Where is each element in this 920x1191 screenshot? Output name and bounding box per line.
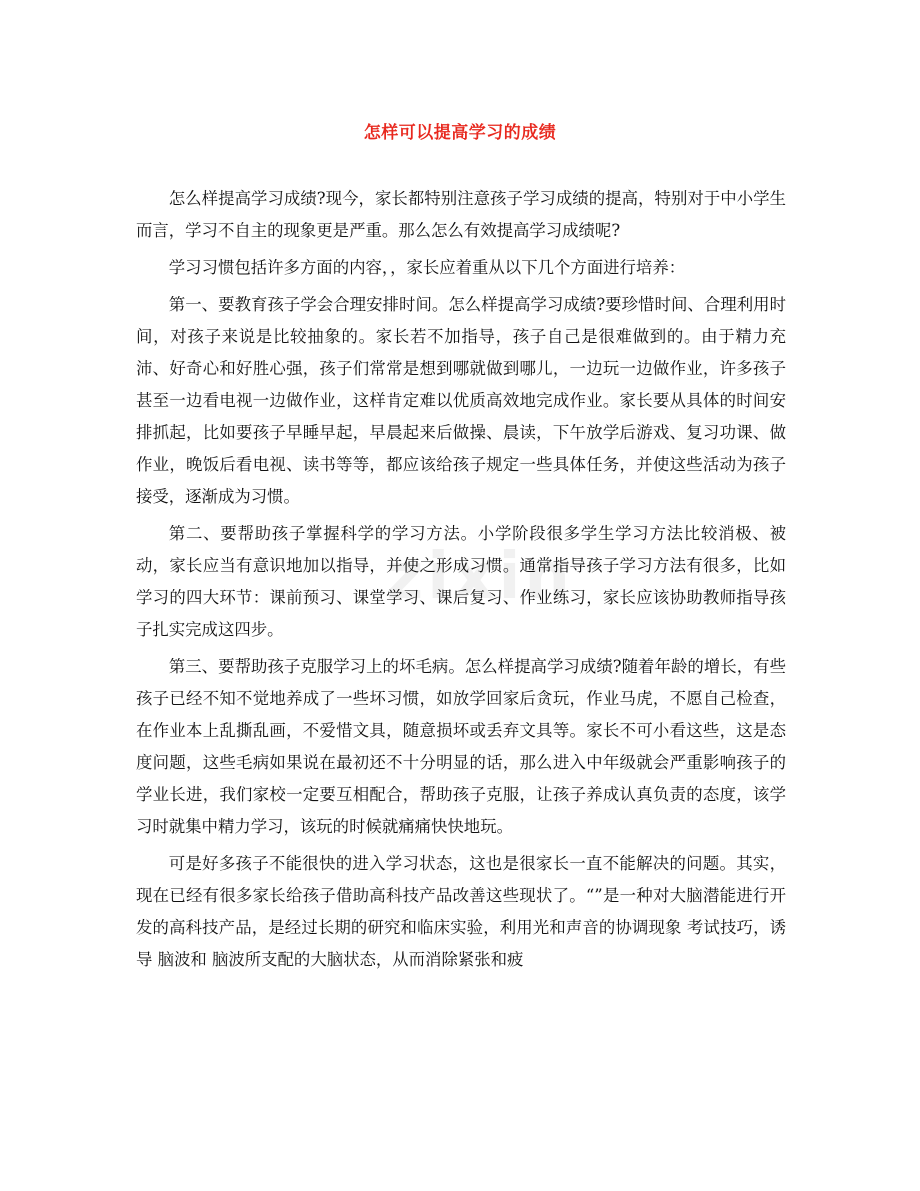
paragraph-first: 第一、要教育孩子学会合理安排时间。怎么样提高学习成绩?要珍惜时间、合理利用时间，对孩子来说是比较抽象的。家长若不加指导，孩子自己是很难做到的。由于精力充沛、好奇心和好胜心强，孩子们常常是想到哪就做到哪儿，一边玩一边做作业，许多孩子甚至一边看电视一边做作业，这样肯定难以优质高效地完成作业。家长要从具体的时间安排抓起，比如要孩子早睡早起，早晨起来后做操、晨读，下午放学后游戏、复习功课、做作业，晚饭后看电视、读书等等，都应该给孩子规定一些具体任务，并使这些活动为孩子接受，逐渐成为习惯。	[136, 295, 786, 506]
paragraph-second: 第二、要帮助孩子掌握科学的学习方法。小学阶段很多学生学习方法比较消极、被动，家长应当有意识地加以指导，并使之形成习惯。通常指导孩子学习方法有很多，比如学习的四大环节：课前预习、课堂学习、课后复习、作业练习，家长应该协助教师指导孩子扎实完成这四步。	[136, 524, 786, 639]
paragraph-third: 第三、要帮助孩子克服学习上的坏毛病。怎么样提高学习成绩?随着年龄的增长，有些孩子已经不知不觉地养成了一些坏习惯，如放学回家后贪玩，作业马虎，不愿自己检查，在作业本上乱撕乱画，不爱惜文具，随意损坏或丢弃文具等。家长不可小看这些，这是态度问题，这些毛病如果说在最初还不十分明显的话，那么进入中年级就会严重影响孩子的学业长进，我们家校一定要互相配合，帮助孩子克服，让孩子养成认真负责的态度，该学习时就集中精力学习，该玩的时候就痛痛快快地玩。	[136, 657, 786, 836]
paragraph-habits: 学习习惯包括许多方面的内容，，家长应着重从以下几个方面进行培养：	[168, 258, 686, 277]
document-body	[136, 183, 786, 981]
paragraph-closing: 可是好多孩子不能很快的进入学习状态，这也是很家长一直不能解决的问题。其实，现在已经有很多家长给孩子借助高科技产品改善这些现状了。“”是一种对大脑潜能进行开发的高科技产品，是经过长期的研究和临床实验，利用光和声音的协调现象 考试技巧，诱导 脑波和 脑波所支配的大脑状态，从而消除紧张和疲	[136, 854, 786, 969]
watermark: zixin	[386, 540, 574, 614]
paragraph-intro: 怎么样提高学习成绩?现今，家长都特别注意孩子学习成绩的提高，特别对于中小学生而言，学习不自主的现象更是严重。那么怎么有效提高学习成绩呢?	[136, 189, 786, 240]
document-title: 怎样可以提高学习的成绩	[363, 123, 557, 143]
